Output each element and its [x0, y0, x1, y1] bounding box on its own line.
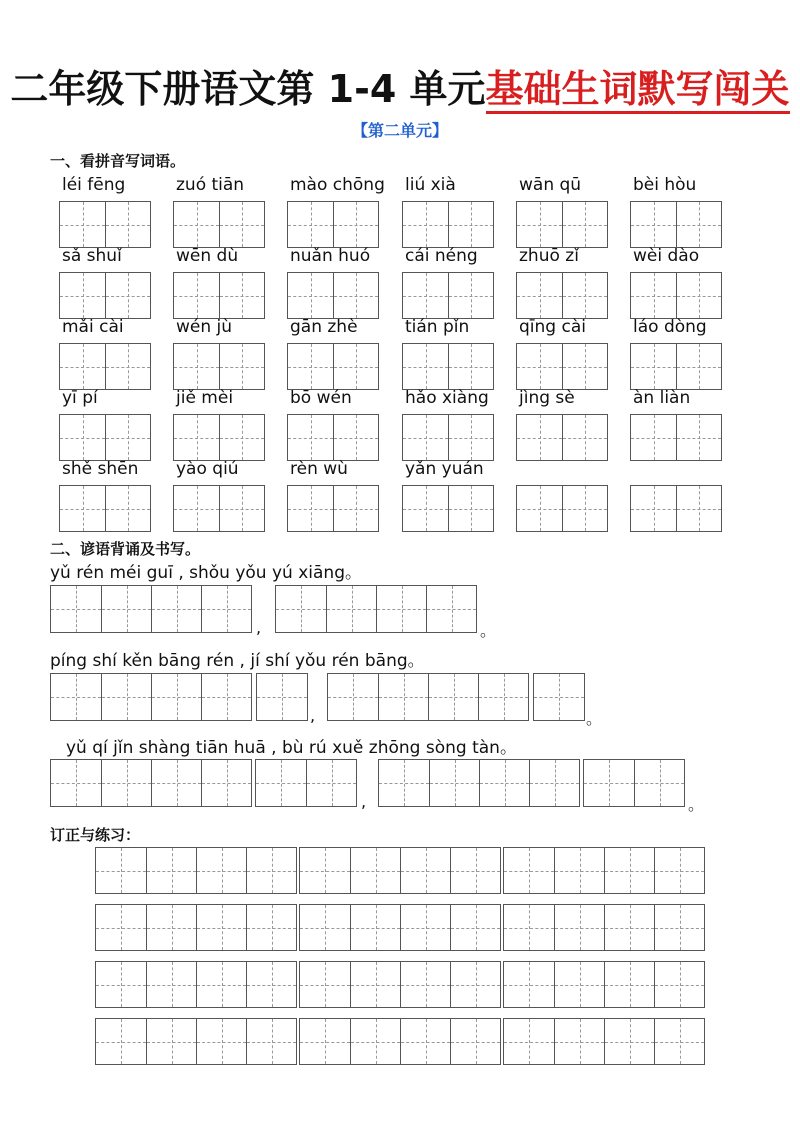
- practice-grid[interactable]: [95, 847, 297, 894]
- word-writing-grid[interactable]: [516, 272, 608, 319]
- word-pinyin: wān qū: [519, 175, 582, 195]
- word-writing-grid[interactable]: [287, 272, 379, 319]
- proverb1-period: 。: [480, 621, 497, 640]
- word-pinyin: jìng sè: [519, 388, 575, 408]
- word-pinyin: wén jù: [176, 317, 233, 337]
- word-writing-grid[interactable]: [59, 343, 151, 390]
- word-writing-grid[interactable]: [402, 201, 494, 248]
- practice-grid[interactable]: [503, 847, 705, 894]
- proverb3-grid-d[interactable]: [583, 759, 685, 807]
- word-pinyin: jiě mèi: [176, 388, 234, 408]
- word-pinyin: zhuō zǐ: [519, 246, 579, 266]
- proverb1-pinyin: yǔ rén méi guī , shǒu yǒu yú xiāng。: [50, 563, 362, 583]
- proverb3-pinyin: yǔ qí jǐn shàng tiān huā , bù rú xuě zhōng sòng tàn。: [66, 738, 517, 758]
- word-writing-grid[interactable]: [402, 414, 494, 461]
- word-writing-grid[interactable]: [402, 343, 494, 390]
- word-pinyin: àn liàn: [633, 388, 691, 408]
- word-writing-grid[interactable]: [287, 343, 379, 390]
- proverb1-grid-b[interactable]: [275, 585, 477, 633]
- unit-label: 【第二单元】: [351, 121, 448, 140]
- word-pinyin: rèn wù: [290, 459, 348, 479]
- word-pinyin: nuǎn huó: [290, 246, 371, 266]
- word-writing-grid[interactable]: [516, 414, 608, 461]
- word-writing-grid[interactable]: [630, 485, 722, 532]
- word-writing-grid[interactable]: [59, 272, 151, 319]
- word-writing-grid[interactable]: [516, 485, 608, 532]
- word-writing-grid[interactable]: [59, 201, 151, 248]
- section3-heading: 订正与练习：: [50, 826, 141, 844]
- proverb2-pinyin: píng shí kěn bāng rén , jí shí yǒu rén bāng。: [50, 651, 425, 671]
- practice-grid[interactable]: [95, 904, 297, 951]
- word-writing-grid[interactable]: [630, 272, 722, 319]
- word-pinyin: zuó tiān: [176, 175, 245, 195]
- practice-grid[interactable]: [299, 1018, 501, 1065]
- proverb3-grid-b[interactable]: [255, 759, 357, 807]
- word-writing-grid[interactable]: [173, 272, 265, 319]
- word-writing-grid[interactable]: [630, 201, 722, 248]
- word-writing-grid[interactable]: [630, 414, 722, 461]
- word-pinyin: shě shēn: [62, 459, 139, 479]
- word-pinyin: mào chōng: [290, 175, 385, 195]
- proverb2-grid-d[interactable]: [533, 673, 585, 721]
- proverb2-period: 。: [586, 709, 603, 728]
- proverb3-grid-a[interactable]: [50, 759, 252, 807]
- proverb3-comma: ,: [361, 792, 367, 811]
- word-pinyin: léi fēng: [62, 175, 126, 195]
- practice-grid[interactable]: [503, 904, 705, 951]
- proverb2-grid-b[interactable]: [256, 673, 308, 721]
- practice-row: [95, 847, 705, 894]
- word-writing-grid[interactable]: [630, 343, 722, 390]
- word-writing-grid[interactable]: [173, 201, 265, 248]
- word-pinyin: gān zhè: [290, 317, 358, 337]
- practice-grid[interactable]: [503, 1018, 705, 1065]
- word-pinyin: tián pǐn: [405, 317, 470, 337]
- word-pinyin: liú xià: [405, 175, 456, 195]
- word-pinyin: wèi dào: [633, 246, 700, 266]
- word-pinyin: mǎi cài: [62, 317, 124, 337]
- word-writing-grid[interactable]: [516, 343, 608, 390]
- word-pinyin: qīng cài: [519, 317, 586, 337]
- practice-row: [95, 1018, 705, 1065]
- word-writing-grid[interactable]: [173, 343, 265, 390]
- word-pinyin: sǎ shuǐ: [62, 246, 122, 266]
- practice-grid[interactable]: [299, 904, 501, 951]
- practice-grid[interactable]: [299, 847, 501, 894]
- word-writing-grid[interactable]: [59, 485, 151, 532]
- practice-grid[interactable]: [95, 1018, 297, 1065]
- word-pinyin: bō wén: [290, 388, 352, 408]
- word-pinyin: yào qiú: [176, 459, 239, 479]
- word-pinyin: wēn dù: [176, 246, 239, 266]
- proverb2-grid-a[interactable]: [50, 673, 252, 721]
- word-pinyin: láo dòng: [633, 317, 707, 337]
- word-pinyin: bèi hòu: [633, 175, 697, 195]
- word-writing-grid[interactable]: [516, 201, 608, 248]
- title-main: 二年级下册语文第 1-4 单元: [10, 67, 486, 111]
- word-pinyin: yī pí: [62, 388, 98, 408]
- word-writing-grid[interactable]: [173, 485, 265, 532]
- word-writing-grid[interactable]: [287, 201, 379, 248]
- section1-heading: 一、看拼音写词语。: [50, 152, 186, 170]
- section2-heading: 二、谚语背诵及书写。: [50, 540, 201, 558]
- proverb2-grid-c[interactable]: [327, 673, 529, 721]
- practice-grid[interactable]: [299, 961, 501, 1008]
- word-pinyin: cái néng: [405, 246, 478, 266]
- proverb1-grid-a[interactable]: [50, 585, 252, 633]
- title-highlight: 基础生词默写闯关: [486, 67, 790, 114]
- word-writing-grid[interactable]: [59, 414, 151, 461]
- practice-grid[interactable]: [95, 961, 297, 1008]
- proverb2-comma: ,: [310, 706, 316, 725]
- practice-row: [95, 904, 705, 951]
- word-writing-grid[interactable]: [402, 485, 494, 532]
- practice-grid[interactable]: [503, 961, 705, 1008]
- proverb1-comma: ,: [256, 618, 262, 637]
- word-pinyin: hǎo xiàng: [405, 388, 489, 408]
- page-title: [0, 58, 800, 113]
- proverb3-grid-c[interactable]: [378, 759, 580, 807]
- word-writing-grid[interactable]: [402, 272, 494, 319]
- word-pinyin: yǎn yuán: [405, 459, 484, 479]
- proverb3-period: 。: [688, 795, 705, 814]
- word-writing-grid[interactable]: [173, 414, 265, 461]
- word-writing-grid[interactable]: [287, 414, 379, 461]
- word-writing-grid[interactable]: [287, 485, 379, 532]
- practice-row: [95, 961, 705, 1008]
